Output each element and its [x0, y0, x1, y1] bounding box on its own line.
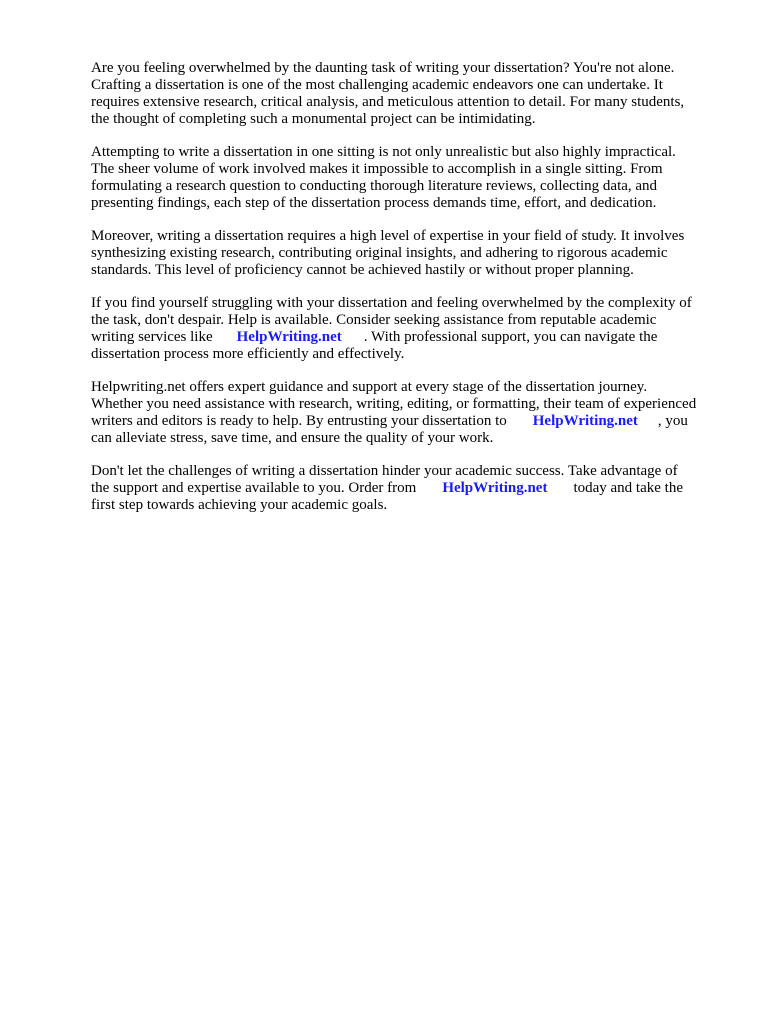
paragraph-2: [91, 144, 721, 212]
text-line: Whether you need assistance with research, writing, editing, or formatting, their team of experienced: [91, 396, 697, 412]
text-segment: writers and editors is ready to help. By entrusting your dissertation to: [91, 413, 507, 429]
text-line: Moreover, writing a dissertation requires a high level of expertise in your field of study. It involves: [91, 228, 685, 244]
text-line: The sheer volume of work involved makes it impossible to accomplish in a single sitting. From: [91, 161, 663, 177]
paragraph-3: [91, 228, 721, 279]
paragraph-4: [91, 295, 721, 363]
text-segment: , you: [657, 413, 688, 429]
text-line: If you find yourself struggling with your dissertation and feeling overwhelmed by the complexity of: [91, 295, 692, 311]
text-line: dissertation process more efficiently and effectively.: [91, 346, 405, 362]
text-line-with-link: [91, 480, 721, 497]
text-line: can alleviate stress, save time, and ensure the quality of your work.: [91, 430, 494, 446]
text-line: synthesizing existing research, contributing original insights, and adhering to rigorous academic: [91, 245, 668, 261]
text-line: Attempting to write a dissertation in one sitting is not only unrealistic but also highly impractical.: [91, 144, 676, 160]
text-line: the thought of completing such a monumental project can be intimidating.: [91, 111, 536, 127]
text-segment: today and take the: [573, 480, 683, 496]
text-line: presenting findings, each step of the dissertation process demands time, effort, and dedication.: [91, 195, 657, 211]
text-line: the task, don't despair. Help is available. Consider seeking assistance from reputable academic: [91, 312, 657, 328]
helpwriting-link[interactable]: HelpWriting.net: [236, 329, 342, 345]
text-line: Helpwriting.net offers expert guidance and support at every stage of the dissertation journey.: [91, 379, 648, 395]
text-line: Are you feeling overwhelmed by the daunting task of writing your dissertation? You're not alone.: [91, 60, 675, 76]
text-line-with-link: [91, 329, 721, 346]
document-body: [91, 60, 721, 530]
text-line: Crafting a dissertation is one of the most challenging academic endeavors one can undertake. It: [91, 77, 663, 93]
paragraph-1: [91, 60, 721, 128]
text-segment: . With professional support, you can navigate the: [363, 329, 658, 345]
paragraph-6: [91, 463, 721, 514]
text-line: formulating a research question to conducting thorough literature reviews, collecting data, and: [91, 178, 658, 194]
text-segment: writing services like: [91, 329, 213, 345]
text-line: standards. This level of proficiency cannot be achieved hastily or without proper planning.: [91, 262, 634, 278]
text-segment: the support and expertise available to you. Order from: [91, 480, 417, 496]
helpwriting-link[interactable]: HelpWriting.net: [532, 413, 638, 429]
paragraph-5: [91, 379, 721, 447]
text-line-with-link: [91, 413, 721, 430]
text-line: first step towards achieving your academic goals.: [91, 497, 388, 513]
helpwriting-link[interactable]: HelpWriting.net: [442, 480, 548, 496]
text-line: requires extensive research, critical analysis, and meticulous attention to detail. For many students,: [91, 94, 685, 110]
text-line: Don't let the challenges of writing a dissertation hinder your academic success. Take advantage of: [91, 463, 678, 479]
